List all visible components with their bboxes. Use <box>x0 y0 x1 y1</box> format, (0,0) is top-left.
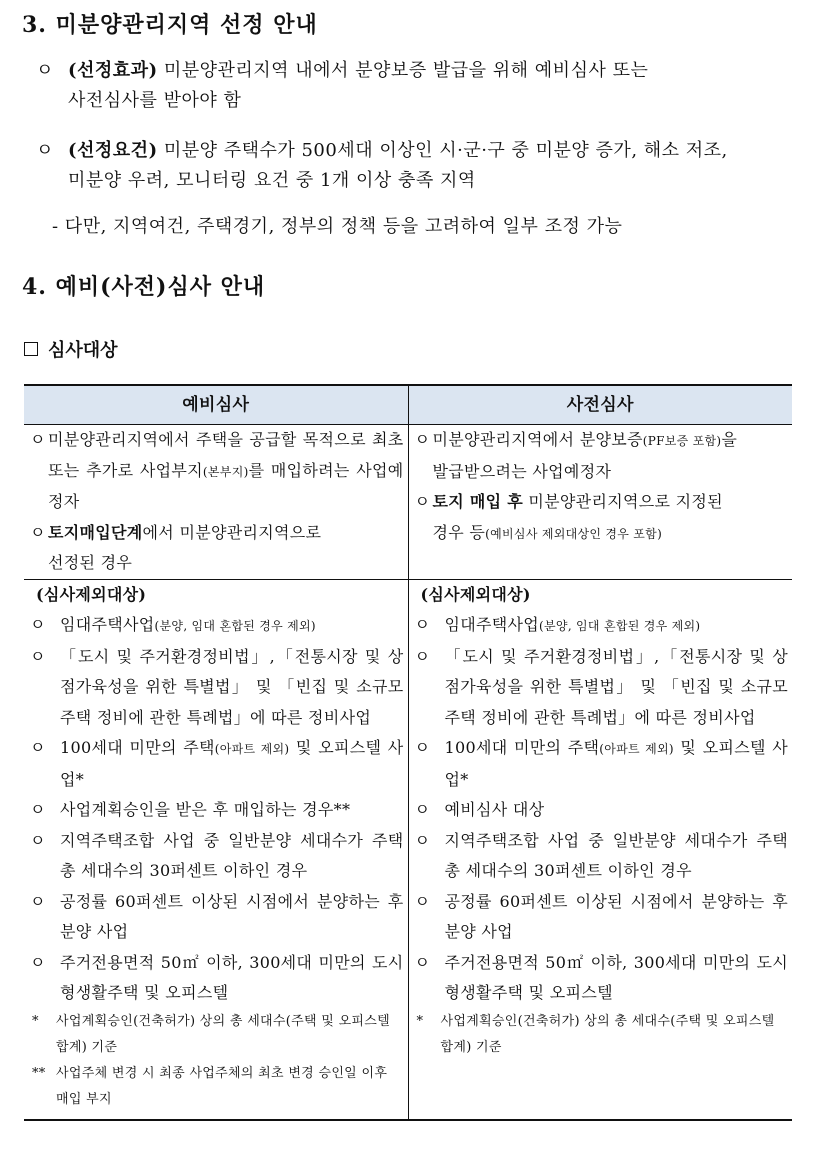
section-4-heading: 4. 예비(사전)심사 안내 <box>22 274 266 300</box>
footnote: * 사업계획승인(건축허가) 상의 총 세대수(주택 및 오피스텔 합계) 기준 <box>32 1013 391 1055</box>
exclusion-item: ㅇ 「도시 및 주거환경정비법」,「전통시장 및 상점가육성을 위한 특별법」 및 「빈집 및 소규모 주택 정비에 관한 특례법」에 따른 정비사업 <box>414 646 788 727</box>
list-item: ㅇ 토지 매입 후 미분양관리지역으로 지정된 경우 등(예비심사 제외대상인 경우 포함) <box>414 492 723 542</box>
footnote: ** 사업주체 변경 시 최종 사업주체의 최초 변경 승인일 이후 매입 부지 <box>32 1065 388 1107</box>
prior-exclusions-cell <box>408 579 792 1120</box>
selection-requirement-text: 미분양 주택수가 500세대 이상인 시·군·구 중 미분양 증가, 해소 저조, <box>157 140 728 161</box>
list-item: ㅇ 미분양관리지역에서 주택을 공급할 목적으로 최초 또는 추가로 사업부지(본부지)를 매입하려는 사업예정자 <box>30 430 404 511</box>
preliminary-targets-cell <box>24 425 408 580</box>
exclusion-item: ㅇ 100세대 미만의 주택(아파트 제외) 및 오피스텔 사업* <box>414 738 788 789</box>
exclusions-title: (심사제외대상) <box>420 584 531 604</box>
exclusion-item: ㅇ 주거전용면적 50㎡ 이하, 300세대 미만의 도시형생활주택 및 오피스텔 <box>414 952 788 1002</box>
exclusion-item: ㅇ 지역주택조합 사업 중 일반분양 세대수가 주택 총 세대수의 30퍼센트 이하인 경우 <box>30 830 404 880</box>
selection-effect-paragraph <box>36 56 796 116</box>
preliminary-exclusions-cell <box>24 579 408 1120</box>
exclusion-item: ㅇ 「도시 및 주거환경정비법」,「전통시장 및 상점가육성을 위한 특별법」 및 「빈집 및 소규모 주택 정비에 관한 특례법」에 따른 정비사업 <box>30 646 404 727</box>
selection-effect-text: 미분양관리지역 내에서 분양보증 발급을 위해 예비심사 또는 <box>157 60 649 81</box>
exclusions-title: (심사제외대상) <box>36 584 147 604</box>
review-comparison-table <box>24 384 792 1121</box>
list-item: ㅇ 토지매입단계에서 미분양관리지역으로 선정된 경우 <box>30 522 322 572</box>
exclusion-item: ㅇ 100세대 미만의 주택(아파트 제외) 및 오피스텔 사업* <box>30 738 404 789</box>
exclusion-item: ㅇ 공정률 60퍼센트 이상된 시점에서 분양하는 후분양 사업 <box>414 891 788 941</box>
exclusion-item: ㅇ 사업계획승인을 받은 후 매입하는 경우** <box>30 800 351 819</box>
selection-effect-text-cont: 사전심사를 받아야 함 <box>68 90 242 111</box>
header-prior-review: 사전심사 <box>408 385 792 425</box>
exclusion-item: ㅇ 지역주택조합 사업 중 일반분양 세대수가 주택 총 세대수의 30퍼센트 이하인 경우 <box>414 830 788 880</box>
section-3-heading: 3. 미분양관리지역 선정 안내 <box>22 12 318 38</box>
exclusion-item: ㅇ 예비심사 대상 <box>414 800 545 819</box>
review-target-heading <box>24 336 118 362</box>
prior-targets-cell <box>408 425 792 580</box>
checkbox-square-icon <box>24 342 38 356</box>
adjustment-note: - 다만, 지역여건, 주택경기, 정부의 정책 등을 고려하여 일부 조정 가능 <box>52 216 623 237</box>
selection-requirement-text-cont: 미분양 우려, 모니터링 요건 중 1개 이상 충족 지역 <box>68 170 476 191</box>
exclusion-item: ㅇ 주거전용면적 50㎡ 이하, 300세대 미만의 도시형생활주택 및 오피스텔 <box>30 952 404 1002</box>
selection-requirement-paragraph <box>36 136 806 196</box>
header-preliminary-review: 예비심사 <box>24 385 408 425</box>
selection-requirement-label: (선정요건) <box>68 140 158 161</box>
footnote: * 사업계획승인(건축허가) 상의 총 세대수(주택 및 오피스텔 합계) 기준 <box>416 1013 775 1055</box>
selection-effect-label: (선정효과) <box>68 60 158 81</box>
list-item: ㅇ 미분양관리지역에서 분양보증(PF보증 포함)을 발급받으려는 사업예정자 <box>414 430 738 481</box>
review-target-label: 심사대상 <box>48 340 118 361</box>
exclusion-item: ㅇ 임대주택사업(분양, 임대 혼합된 경우 제외) <box>414 615 701 634</box>
bullet-marker: ㅇ <box>36 140 54 161</box>
exclusion-item: ㅇ 공정률 60퍼센트 이상된 시점에서 분양하는 후분양 사업 <box>30 891 404 941</box>
bullet-marker: ㅇ <box>36 60 54 81</box>
exclusion-item: ㅇ 임대주택사업(분양, 임대 혼합된 경우 제외) <box>30 615 316 634</box>
